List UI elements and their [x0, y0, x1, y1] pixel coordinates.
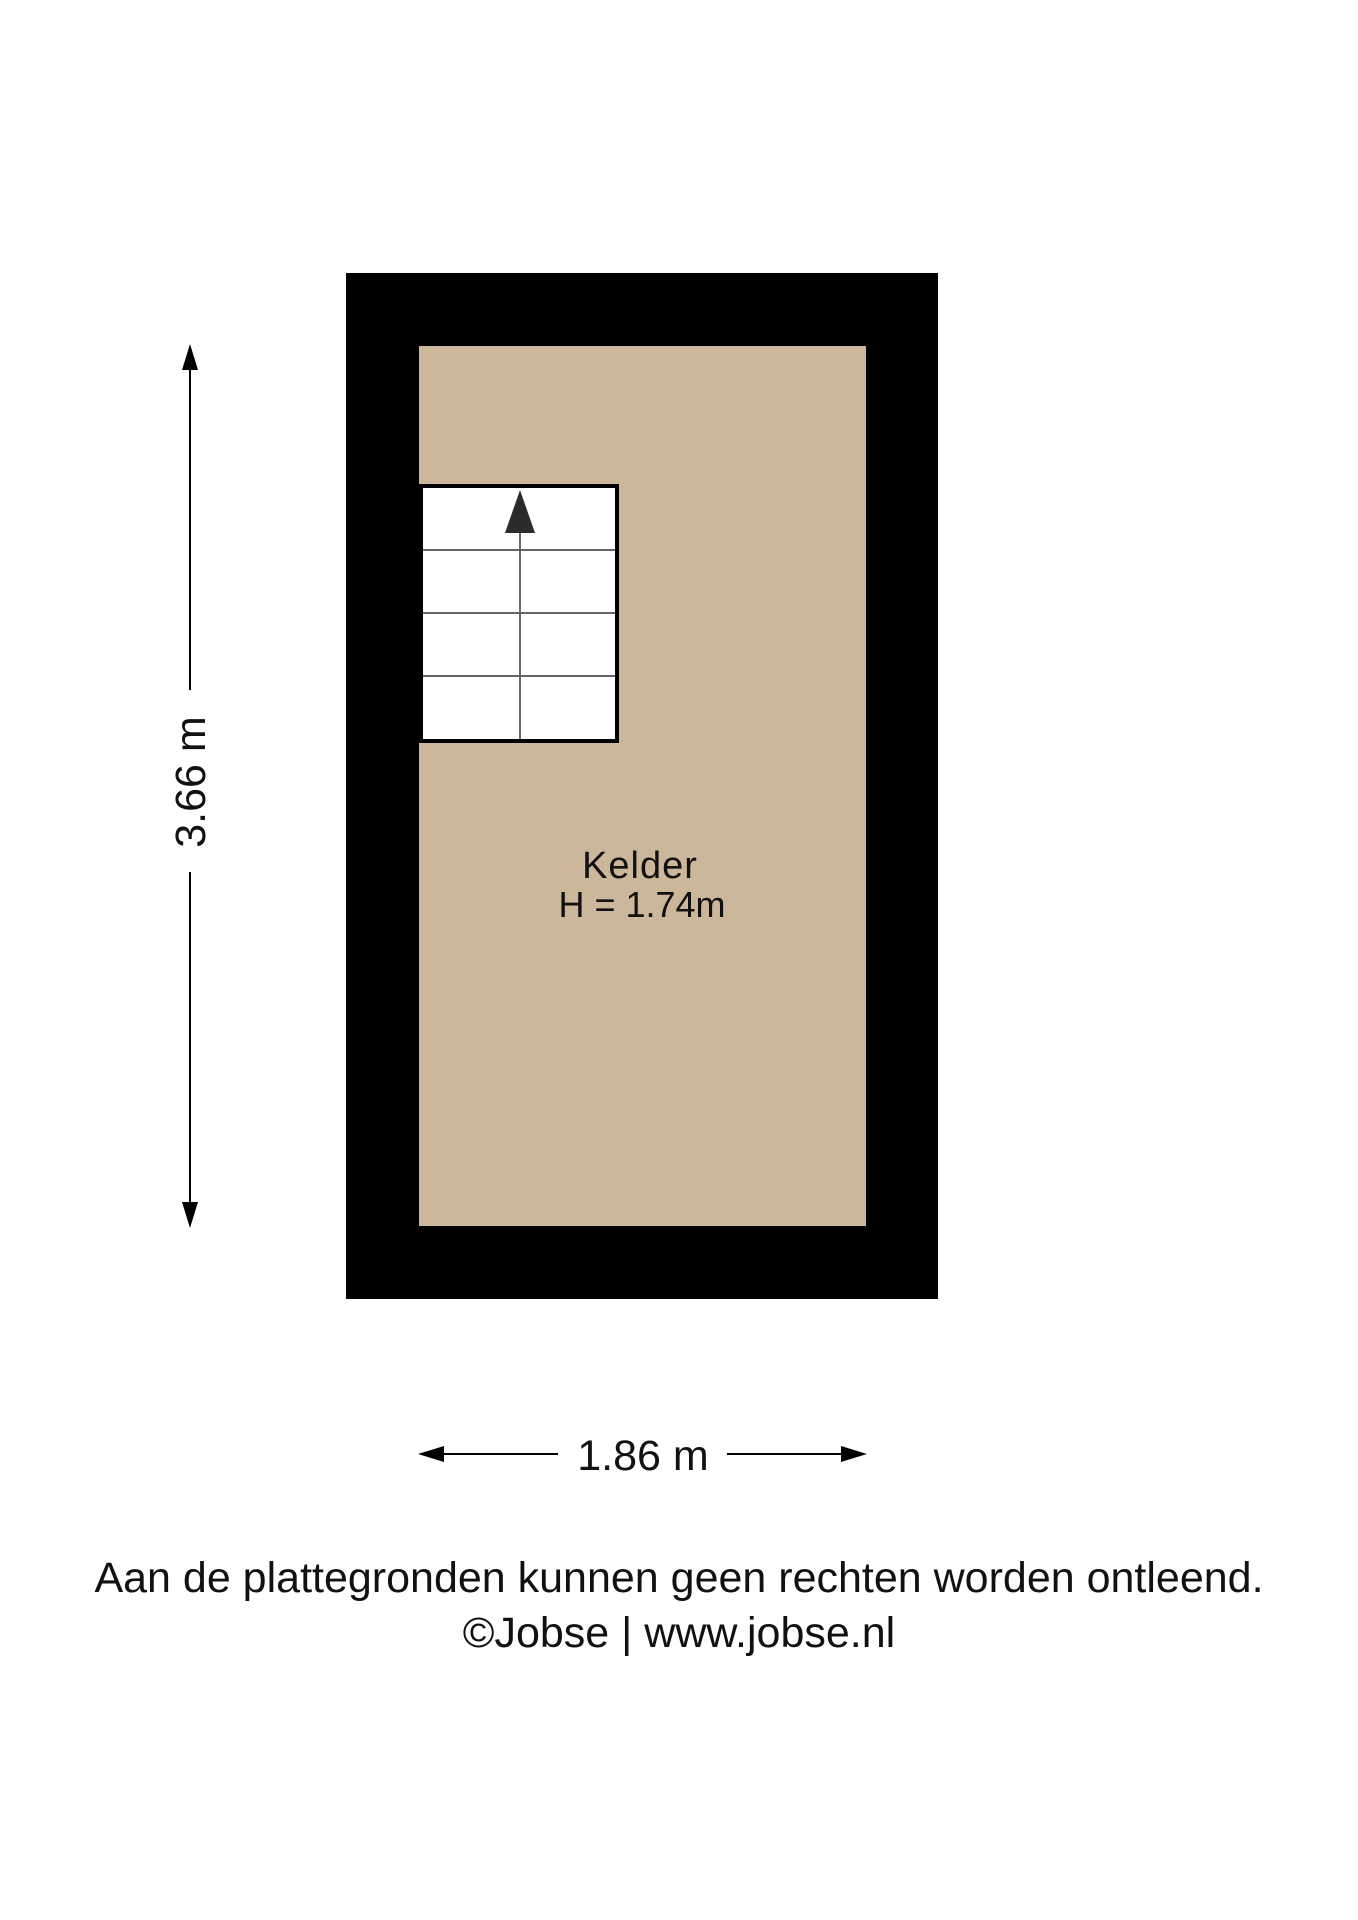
arrow-up-icon [182, 344, 198, 370]
arrow-right-icon [841, 1446, 867, 1462]
staircase [421, 486, 617, 741]
arrow-down-icon [182, 1202, 198, 1228]
horizontal-dimension-label: 1.86 m [577, 1432, 709, 1480]
horizontal-dimension [418, 1432, 867, 1480]
room-height: H = 1.74m [558, 884, 726, 925]
copyright-text: ©Jobse | www.jobse.nl [462, 1609, 896, 1657]
disclaimer-text: Aan de plattegronden kunnen geen rechten worden ontleend. [94, 1554, 1264, 1602]
room-name: Kelder [582, 845, 698, 887]
vertical-dimension [167, 344, 215, 1228]
vertical-dimension-label: 3.66 m [167, 716, 215, 848]
arrow-left-icon [418, 1446, 444, 1462]
room-floor [419, 346, 866, 1226]
